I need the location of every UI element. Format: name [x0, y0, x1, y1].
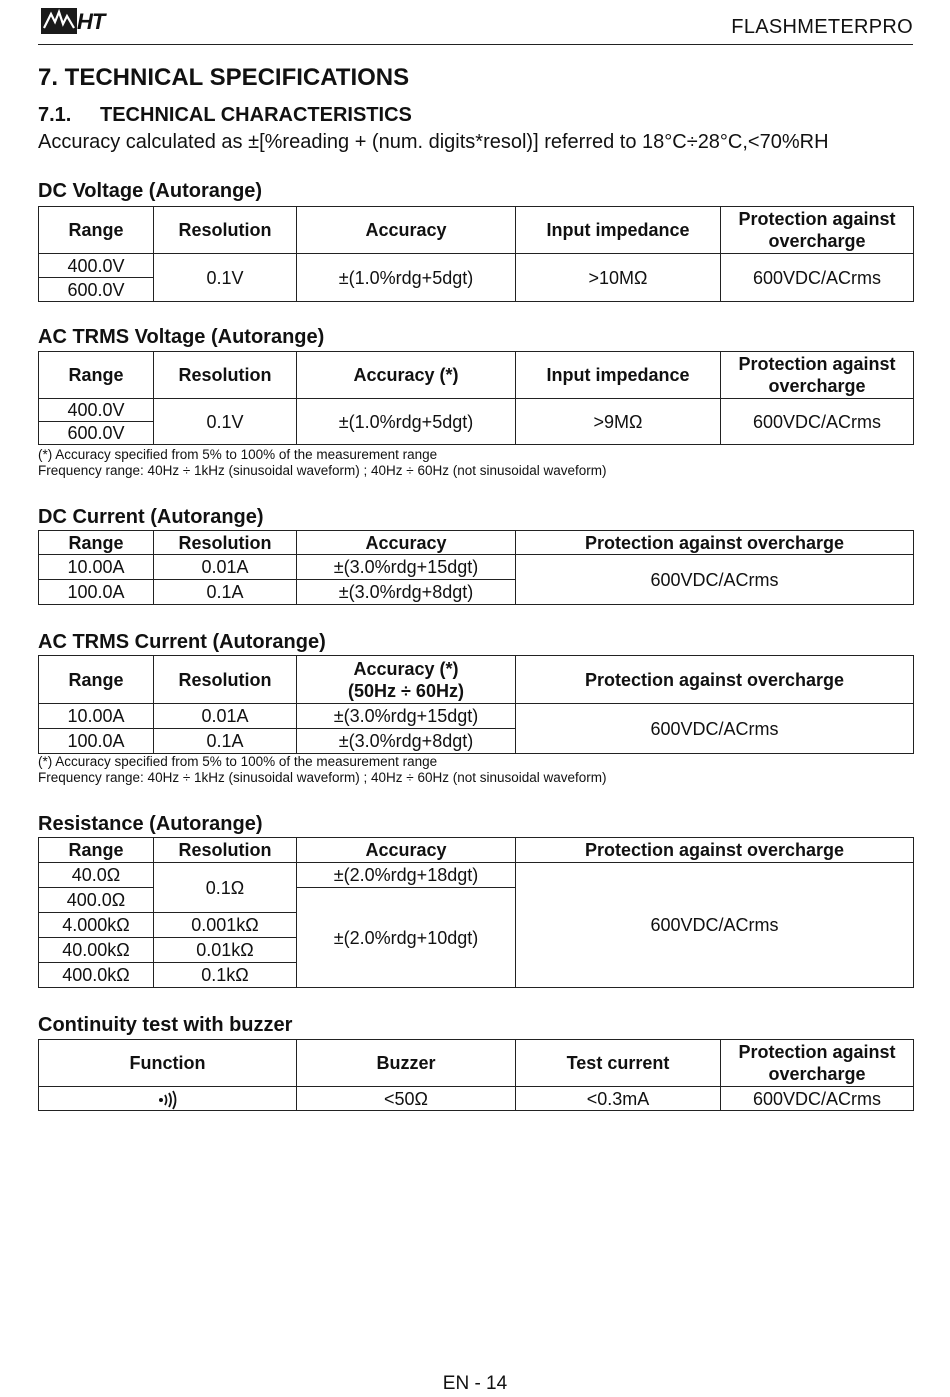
table-header: Range [39, 531, 154, 555]
table-header: Range [39, 352, 154, 399]
range-cell: 4.000kΩ [39, 913, 154, 938]
table-header: Resolution [154, 656, 297, 704]
range-cell: 100.0A [39, 580, 154, 605]
continuity-table [38, 1039, 914, 1111]
table-header: Range [39, 207, 154, 254]
dc-current-title: DC Current (Autorange) [38, 506, 264, 528]
resolution-cell: 0.1A [154, 580, 297, 605]
accuracy-cell: ±(1.0%rdg+5dgt) [297, 399, 516, 445]
buzzer-threshold-cell: <50Ω [297, 1087, 516, 1111]
subsection-title [38, 104, 412, 127]
range-cell: 100.0A [39, 729, 154, 754]
table-header: Test current [516, 1040, 721, 1087]
buzzer-icon [156, 1088, 180, 1108]
page-header [38, 0, 913, 45]
table-header: Range [39, 838, 154, 863]
protection-cell: 600VDC/ACrms [721, 1087, 914, 1111]
table-header: Buzzer [297, 1040, 516, 1087]
table-header: Protection against overcharge [516, 838, 914, 863]
dc-voltage-title: DC Voltage (Autorange) [38, 180, 263, 202]
table-header: Range [39, 656, 154, 704]
accuracy-cell: ±(3.0%rdg+15dgt) [297, 704, 516, 729]
logo-text: HT [77, 9, 105, 34]
ac-voltage-table [38, 351, 914, 445]
footnote: (*) Accuracy specified from 5% to 100% of the measurement range [38, 447, 438, 462]
accuracy-cell: ±(2.0%rdg+18dgt) [297, 863, 516, 888]
resolution-cell: 0.1Ω [154, 863, 297, 913]
resolution-cell: 0.01A [154, 704, 297, 729]
impedance-cell: >10MΩ [516, 254, 721, 302]
accuracy-cell: ±(1.0%rdg+5dgt) [297, 254, 516, 302]
accuracy-cell: ±(3.0%rdg+15dgt) [297, 555, 516, 580]
table-header: Protection against overcharge [516, 656, 914, 704]
accuracy-header-label: Accuracy (*) [353, 658, 459, 679]
table-header: Input impedance [516, 352, 721, 399]
test-current-cell: <0.3mA [516, 1087, 721, 1111]
accuracy-cell: ±(3.0%rdg+8dgt) [297, 580, 516, 605]
range-cell: 400.0Ω [39, 888, 154, 913]
table-header: Protection against overcharge [721, 207, 914, 254]
protection-cell: 600VDC/ACrms [721, 254, 914, 302]
accuracy-header-sub: (50Hz ÷ 60Hz) [348, 680, 464, 701]
resistance-table [38, 837, 914, 988]
range-cell: 40.0Ω [39, 863, 154, 888]
resolution-cell: 0.1V [154, 254, 297, 302]
table-header: Protection against overcharge [721, 352, 914, 399]
continuity-title: Continuity test with buzzer [38, 1014, 293, 1036]
page-number: EN - 14 [442, 1373, 508, 1394]
ac-voltage-title: AC TRMS Voltage (Autorange) [38, 326, 325, 348]
footnote: (*) Accuracy specified from 5% to 100% of the measurement range [38, 754, 438, 769]
resolution-cell: 0.1A [154, 729, 297, 754]
dc-current-table [38, 530, 914, 605]
ac-current-table [38, 655, 914, 754]
table-header: Resolution [154, 207, 297, 254]
footnote: Frequency range: 40Hz ÷ 1kHz (sinusoidal waveform) ; 40Hz ÷ 60Hz (not sinusoidal waveform) [38, 770, 607, 785]
protection-cell: 600VDC/ACrms [516, 555, 914, 605]
range-cell: 40.00kΩ [39, 938, 154, 963]
resistance-title: Resistance (Autorange) [38, 813, 263, 835]
protection-cell: 600VDC/ACrms [721, 399, 914, 445]
dc-voltage-table [38, 206, 914, 302]
table-header: Resolution [154, 352, 297, 399]
section-title: 7. TECHNICAL SPECIFICATIONS [38, 64, 410, 91]
protection-cell: 600VDC/ACrms [516, 863, 914, 988]
resolution-cell: 0.001kΩ [154, 913, 297, 938]
range-cell: 400.0V [39, 254, 154, 278]
table-header: Accuracy [297, 838, 516, 863]
accuracy-cell: ±(3.0%rdg+8dgt) [297, 729, 516, 754]
range-cell: 10.00A [39, 704, 154, 729]
table-header: Function [39, 1040, 297, 1087]
ac-current-title: AC TRMS Current (Autorange) [38, 631, 326, 653]
table-header: Accuracy [297, 531, 516, 555]
ht-logo [41, 8, 129, 34]
range-cell: 400.0V [39, 399, 154, 422]
accuracy-cell: ±(2.0%rdg+10dgt) [297, 888, 516, 988]
table-header: Protection against overcharge [516, 531, 914, 555]
document-name: FLASHMETERPRO [731, 16, 913, 38]
table-header: Accuracy [297, 207, 516, 254]
resolution-cell: 0.1kΩ [154, 963, 297, 988]
subsection-label: TECHNICAL CHARACTERISTICS [100, 104, 412, 126]
table-header: Accuracy (*) [297, 352, 516, 399]
protection-cell: 600VDC/ACrms [516, 704, 914, 754]
table-header: Resolution [154, 531, 297, 555]
table-header [297, 656, 516, 704]
range-cell: 10.00A [39, 555, 154, 580]
logo-mark-icon [41, 8, 77, 34]
resolution-cell: 0.01kΩ [154, 938, 297, 963]
subsection-number: 7.1. [38, 104, 72, 126]
function-cell [39, 1087, 297, 1111]
range-cell: 400.0kΩ [39, 963, 154, 988]
range-cell: 600.0V [39, 278, 154, 302]
table-header: Input impedance [516, 207, 721, 254]
footnote: Frequency range: 40Hz ÷ 1kHz (sinusoidal waveform) ; 40Hz ÷ 60Hz (not sinusoidal waveform) [38, 463, 607, 478]
table-header: Resolution [154, 838, 297, 863]
resolution-cell: 0.1V [154, 399, 297, 445]
resolution-cell: 0.01A [154, 555, 297, 580]
impedance-cell: >9MΩ [516, 399, 721, 445]
range-cell: 600.0V [39, 422, 154, 445]
table-header: Protection against overcharge [721, 1040, 914, 1087]
accuracy-intro: Accuracy calculated as ±[%reading + (num. digits*resol)] referred to 18°C÷28°C,<70%RH [38, 131, 829, 153]
